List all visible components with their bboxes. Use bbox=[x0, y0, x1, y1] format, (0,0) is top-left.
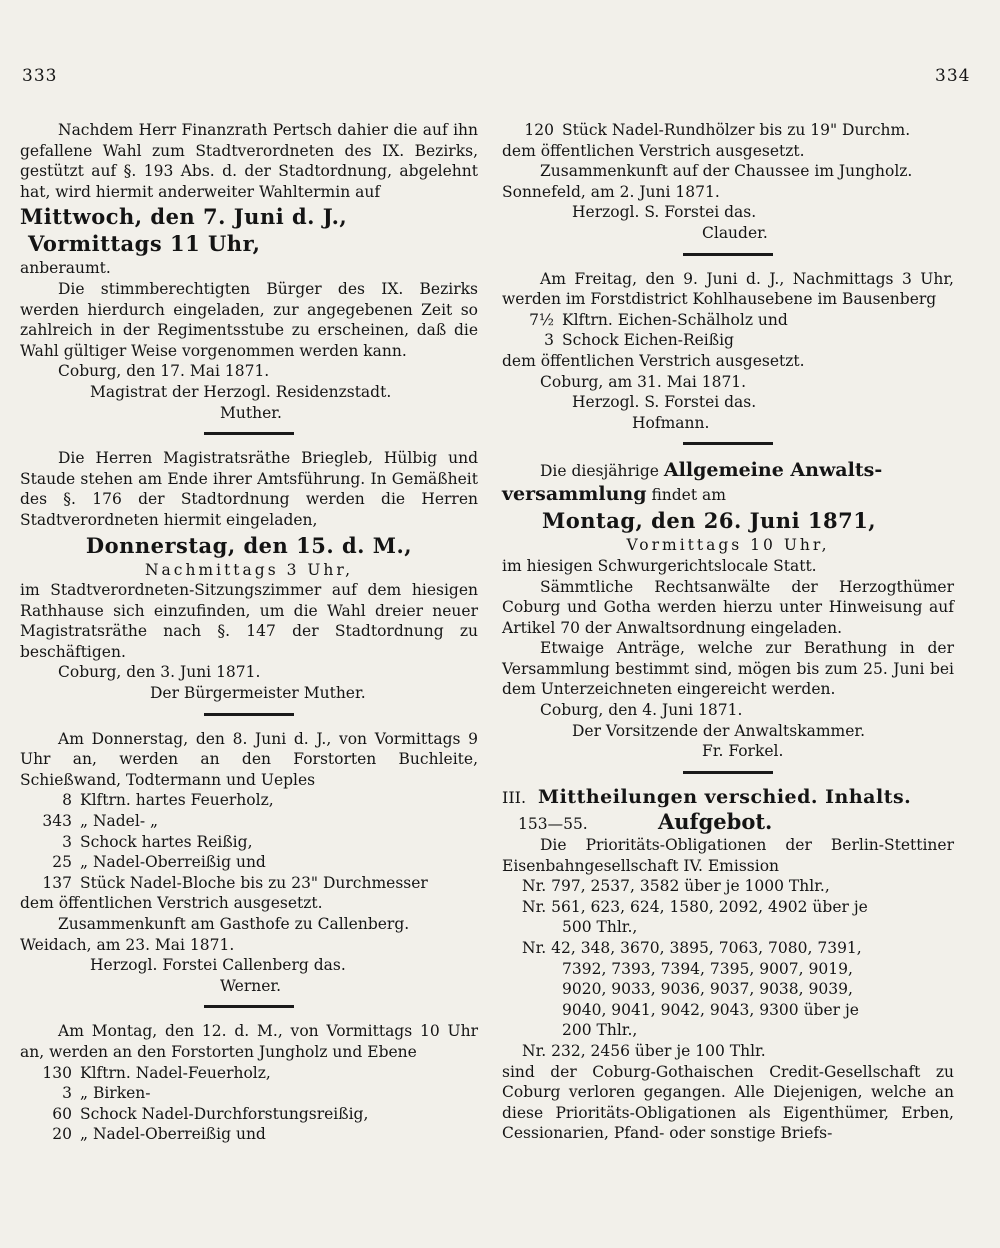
notice-lead-cont bbox=[502, 482, 954, 506]
notice-wood-auction-sonnefeld bbox=[502, 120, 954, 244]
item-quantity: 8 bbox=[62, 791, 72, 810]
item-text: Schock Eichen-Reißig bbox=[562, 331, 734, 350]
notice-date-heading: Mittwoch, den 7. Juni d. J., bbox=[20, 204, 348, 230]
obligation-numbers: Nr. 232, 2456 über je 100 Thlr. bbox=[522, 1041, 766, 1060]
divider bbox=[683, 442, 773, 445]
list-item bbox=[20, 852, 478, 873]
notice-lead-tail: findet am bbox=[651, 486, 726, 505]
obligation-numbers-cont: 7392, 7393, 7394, 7395, 9007, 9019, bbox=[562, 959, 853, 978]
notice-signature-name: Hofmann. bbox=[632, 413, 710, 432]
notice-place-date: Coburg, den 17. Mai 1871. bbox=[58, 362, 270, 381]
list-item bbox=[20, 832, 478, 853]
notice-election bbox=[20, 120, 478, 423]
item-text: „ Nadel-Oberreißig und bbox=[80, 1125, 266, 1144]
page-number-left: 333 bbox=[22, 66, 58, 86]
item-quantity: 25 bbox=[52, 853, 72, 872]
item-text: Schock Nadel-Durchforstungsreißig, bbox=[80, 1104, 369, 1123]
divider bbox=[204, 1005, 294, 1008]
page-number-right: 334 bbox=[935, 66, 971, 86]
notice-paragraph: dem öffentlichen Verstrich ausgesetzt. bbox=[20, 894, 323, 913]
aufgebot-header bbox=[502, 809, 954, 835]
notice-signature: Herzogl. Forstei Callenberg das. bbox=[90, 956, 346, 975]
notice-heading-assembly-cont: versammlung bbox=[502, 483, 647, 506]
section-number: III. bbox=[502, 787, 527, 807]
notice-paragraph: Die stimmberechtigten Bürger des IX. Bezirks werden hierdurch eingeladen, zur angegebenen Zeit so zahlreich in der Regimentsstube zu erscheinen, daß die Wahl gültiger Weise vorgenommen werden kann. bbox=[20, 279, 478, 360]
list-item bbox=[20, 873, 478, 894]
notice-place-date: Weidach, am 23. Mai 1871. bbox=[20, 935, 235, 954]
item-quantity: 137 bbox=[42, 873, 72, 892]
right-column bbox=[502, 120, 954, 1144]
list-item bbox=[20, 1104, 478, 1125]
notice-wood-auction-jungholz bbox=[20, 1021, 478, 1145]
item-quantity: 7½ bbox=[529, 310, 554, 329]
item-quantity: 343 bbox=[42, 812, 72, 831]
list-item bbox=[502, 330, 954, 351]
aufgebot-title: Aufgebot. bbox=[658, 809, 773, 835]
divider bbox=[204, 432, 294, 435]
item-text: Klftrn. Eichen-Schälholz und bbox=[562, 310, 788, 329]
notice-date-heading: Montag, den 26. Juni 1871, bbox=[542, 508, 877, 534]
notice-paragraph: Die Prioritäts-Obligationen der Berlin-Stettiner Eisenbahngesellschaft IV. Emission bbox=[502, 836, 954, 875]
item-quantity: 20 bbox=[52, 1125, 72, 1144]
list-item bbox=[20, 1124, 478, 1145]
list-item bbox=[20, 790, 478, 811]
item-text: Klftrn. Nadel-Feuerholz, bbox=[80, 1063, 271, 1082]
notice-lawyers-assembly bbox=[502, 458, 954, 762]
notice-signature: Herzogl. S. Forstei das. bbox=[572, 203, 757, 222]
obligation-numbers: Nr. 797, 2537, 3582 über je 1000 Thlr., bbox=[522, 877, 830, 896]
item-text: Stück Nadel-Bloche bis zu 23" Durchmesser bbox=[80, 873, 428, 892]
notice-signature-name: Werner. bbox=[220, 976, 282, 995]
notice-paragraph: Die Herren Magistratsräthe Briegleb, Hülbig und Staude stehen am Ende ihrer Amtsführung. In Gemäßheit des §. 176 der Stadtordnung werden die Herren Stadtverordneten hiermit eingeladen, bbox=[20, 449, 478, 529]
divider bbox=[204, 713, 294, 716]
notice-time-heading: Nachmittags 3 Uhr, bbox=[144, 560, 354, 579]
notice-paragraph: Sämmtliche Rechtsanwälte der Herzogthümer Coburg und Gotha werden hierzu unter Hinweisung auf Artikel 70 der Anwaltsordnung eingeladen. bbox=[502, 577, 954, 637]
notice-wood-auction-callenberg bbox=[20, 729, 478, 997]
item-text: „ Nadel-Oberreißig und bbox=[80, 853, 266, 872]
list-item bbox=[20, 1083, 478, 1104]
notice-paragraph: Am Montag, den 12. d. M., von Vormittags 10 Uhr an, werden an den Forstorten Jungholz und Ebene bbox=[20, 1022, 478, 1061]
list-item bbox=[20, 1063, 478, 1084]
left-column bbox=[20, 120, 478, 1145]
notice-paragraph: Etwaige Anträge, welche zur Berathung in der Versammlung bestimmt sind, mögen bis zum 25. Juni bei dem Unterzeichneten eingereicht werden. bbox=[502, 639, 954, 699]
item-quantity: 60 bbox=[52, 1104, 72, 1123]
notice-paragraph: im Stadtverordneten-Sitzungszimmer auf dem hiesigen Rathhause sich einzufinden, um die Wahl dreier neuer Magistratsräthe nach §. 147 der Stadtordnung zu beschäftigen. bbox=[20, 581, 478, 661]
notice-place-date: Sonnefeld, am 2. Juni 1871. bbox=[502, 182, 720, 201]
notice-signature: Magistrat der Herzogl. Residenzstadt. bbox=[90, 382, 392, 401]
notice-paragraph: dem öffentlichen Verstrich ausgesetzt. bbox=[502, 141, 805, 160]
section-title: Mittheilungen verschied. Inhalts. bbox=[538, 785, 912, 808]
obligation-numbers: Nr. 561, 623, 624, 1580, 2092, 4902 über je bbox=[522, 897, 868, 916]
notice-signature-name: Fr. Forkel. bbox=[702, 742, 784, 761]
item-text: Klftrn. hartes Feuerholz, bbox=[80, 791, 274, 810]
item-quantity: 120 bbox=[524, 121, 554, 139]
notice-paragraph: sind der Coburg-Gothaischen Credit-Gesellschaft zu Coburg verloren gegangen. Alle Diejenigen, welche an diese Prioritäts-Obligationen als Eigenthümer, Erben, Cessionarien, Pfand- oder sonstige Briefs- bbox=[502, 1062, 954, 1143]
list-item bbox=[502, 310, 954, 331]
obligation-numbers-cont: 500 Thlr., bbox=[562, 918, 638, 937]
notice-paragraph: Zusammenkunft am Gasthofe zu Callenberg. bbox=[58, 915, 410, 933]
obligation-numbers-cont: 200 Thlr., bbox=[562, 1021, 638, 1040]
notice-paragraph: Am Freitag, den 9. Juni d. J., Nachmittags 3 Uhr, werden im Forstdistrict Kohlhausebene im Bausenberg bbox=[502, 269, 954, 309]
notice-signature-name: Clauder. bbox=[702, 223, 768, 242]
notice-paragraph: dem öffentlichen Verstrich ausgesetzt. bbox=[502, 351, 805, 370]
section-heading bbox=[502, 787, 954, 809]
obligation-numbers: Nr. 42, 348, 3670, 3895, 7063, 7080, 7391, bbox=[522, 939, 862, 957]
obligation-numbers-cont: 9020, 9033, 9036, 9037, 9038, 9039, bbox=[562, 980, 853, 999]
notice-time-heading: Vormittags 11 Uhr, bbox=[28, 231, 261, 257]
notice-date-heading: Donnerstag, den 15. d. M., bbox=[85, 532, 413, 558]
notice-lead-text: Die diesjährige bbox=[540, 462, 659, 481]
notice-lead bbox=[502, 458, 954, 482]
item-text: Schock hartes Reißig, bbox=[80, 832, 253, 851]
divider bbox=[683, 253, 773, 256]
item-quantity: 3 bbox=[544, 331, 554, 350]
notice-time-heading: Vormittags 10 Uhr, bbox=[626, 536, 830, 555]
notice-signature: Der Vorsitzende der Anwaltskammer. bbox=[572, 721, 866, 740]
notice-paragraph: Am Donnerstag, den 8. Juni d. J., von Vormittags 9 Uhr an, werden an den Forstorten Buchleite, Schießwand, Todtermann und Ueples bbox=[20, 729, 478, 789]
notice-signature: Der Bürgermeister Muther. bbox=[150, 684, 366, 703]
notice-aufgebot bbox=[502, 809, 954, 1144]
notice-signature-name: Muther. bbox=[220, 403, 282, 422]
item-quantity: 3 bbox=[62, 832, 72, 851]
obligation-numbers-cont: 9040, 9041, 9042, 9043, 9300 über je bbox=[562, 1000, 859, 1019]
list-item bbox=[20, 811, 478, 832]
notice-magistrate-election bbox=[20, 448, 478, 704]
notice-wood-auction-bausenberg bbox=[502, 269, 954, 434]
divider bbox=[683, 771, 773, 774]
aufgebot-number: 153—55. bbox=[518, 815, 588, 834]
notice-place-date: Coburg, den 4. Juni 1871. bbox=[540, 701, 743, 720]
item-quantity: 3 bbox=[62, 1084, 72, 1103]
item-text: „ Nadel- „ bbox=[80, 812, 159, 831]
notice-paragraph: im hiesigen Schwurgerichtslocale Statt. bbox=[502, 556, 817, 575]
notice-place-date: Coburg, den 3. Juni 1871. bbox=[58, 663, 261, 682]
notice-paragraph: anberaumt. bbox=[20, 259, 111, 278]
list-item bbox=[502, 120, 954, 141]
notice-heading-assembly: Allgemeine Anwalts- bbox=[663, 459, 883, 482]
notice-signature: Herzogl. S. Forstei das. bbox=[572, 393, 757, 412]
item-text: Stück Nadel-Rundhölzer bis zu 19" Durchm. bbox=[562, 121, 911, 139]
item-quantity: 130 bbox=[42, 1063, 72, 1082]
notice-paragraph: Zusammenkunft auf der Chaussee im Jungholz. bbox=[540, 162, 913, 181]
item-text: „ Birken- bbox=[80, 1084, 151, 1103]
notice-place-date: Coburg, am 31. Mai 1871. bbox=[540, 372, 747, 391]
notice-paragraph: Nachdem Herr Finanzrath Pertsch dahier die auf ihn gefallene Wahl zum Stadtverordneten des IX. Bezirks, gestützt auf §. 193 Abs. d. der Stadtordnung, abgelehnt hat, wird hiermit anderweiter Wahltermin auf bbox=[20, 121, 478, 201]
